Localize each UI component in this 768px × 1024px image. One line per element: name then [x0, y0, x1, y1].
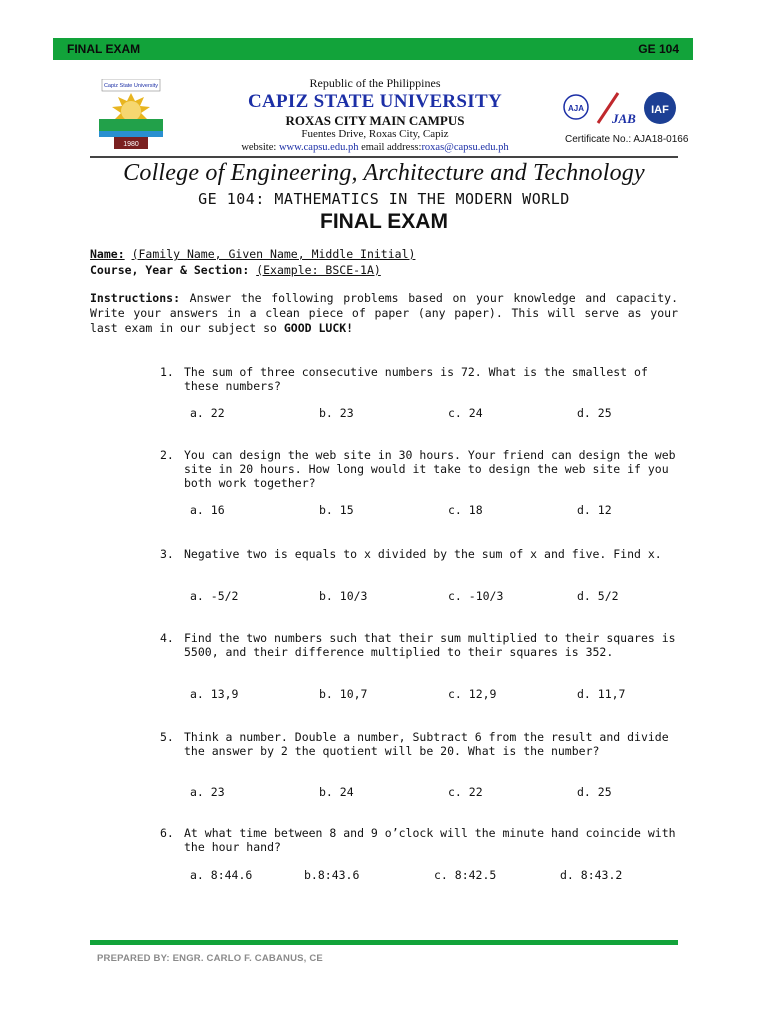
instructions-text: Answer the following problems based on your knowledge and capacity. Write your answers in a clean piece of paper (any paper). This will serve as your last exam in our subject so: [90, 291, 678, 335]
option-b: b. 15: [319, 503, 354, 517]
course-title: GE 104: MATHEMATICS IN THE MODERN WORLD: [198, 190, 570, 208]
instructions-label: Instructions:: [90, 291, 181, 305]
section-field: [90, 263, 381, 278]
question-4: [160, 631, 678, 659]
college-name: College of Engineering, Architecture and Technology: [123, 160, 645, 186]
question-text: The sum of three consecutive numbers is 72. What is the smallest of these numbers?: [184, 365, 648, 393]
option-a: a. 13,9: [190, 687, 239, 701]
option-a: a. -5/2: [190, 589, 239, 603]
name-field: [90, 247, 415, 262]
option-b: b. 10,7: [319, 687, 368, 701]
option-d: d. 8:43.2: [560, 868, 623, 882]
question-5: [160, 730, 678, 758]
option-c: c. 12,9: [448, 687, 497, 701]
option-a: a. 22: [190, 406, 225, 420]
option-d: d. 25: [577, 406, 612, 420]
question-1: [160, 365, 678, 393]
option-d: d. 12: [577, 503, 612, 517]
website-link[interactable]: www.capsu.edu.ph: [278, 142, 359, 153]
header-bar: [53, 38, 693, 60]
question-4-options: [190, 687, 660, 703]
option-b: b. 10/3: [319, 589, 368, 603]
option-d: d. 11,7: [577, 687, 626, 701]
question-number: 5.: [160, 730, 174, 744]
republic-line: Republic of the Philippines: [309, 76, 441, 90]
cert-mark-aja: AJA: [567, 104, 585, 113]
question-number: 2.: [160, 448, 174, 462]
logo-year: 1980: [123, 141, 139, 148]
option-c: c. 8:42.5: [434, 868, 497, 882]
email-label: email address:: [361, 142, 422, 153]
option-c: c. 22: [448, 785, 483, 799]
cert-mark-jab: JAB: [612, 111, 636, 126]
question-text: Find the two numbers such that their sum multiplied to their squares is 5500, and their difference multiplied to their squares is 352.: [184, 631, 676, 659]
question-2: [160, 448, 678, 490]
option-c: c. 18: [448, 503, 483, 517]
university-name: CAPIZ STATE UNIVERSITY: [247, 91, 502, 112]
question-number: 4.: [160, 631, 174, 645]
contact-line: [190, 141, 560, 155]
question-3-options: [190, 589, 660, 605]
option-d: d. 5/2: [577, 589, 619, 603]
section-label: Course, Year & Section:: [90, 263, 250, 277]
option-b: b. 24: [319, 785, 354, 799]
good-luck: GOOD LUCK!: [283, 321, 354, 335]
option-a: a. 16: [190, 503, 225, 517]
prepared-by: PREPARED BY: ENGR. CARLO F. CABANUS, CE: [97, 953, 323, 964]
question-6-options: [190, 868, 660, 884]
campus-name: ROXAS CITY MAIN CAMPUS: [285, 113, 465, 128]
question-text: You can design the web site in 30 hours. Your friend can design the web site in 20 hours. How long would it take to design the web site if you both work together?: [184, 448, 676, 490]
footer-divider: [90, 940, 678, 945]
option-c: c. 24: [448, 406, 483, 420]
option-b: b.8:43.6: [304, 868, 360, 882]
question-text: Negative two is equals to x divided by the sum of x and five. Find x.: [184, 547, 662, 561]
question-number: 6.: [160, 826, 174, 840]
logo-text: Capiz State University: [103, 83, 159, 89]
question-1-options: [190, 406, 660, 422]
email-link[interactable]: roxas@capsu.edu.ph: [421, 142, 509, 153]
university-logo: [92, 79, 170, 151]
website-label: website:: [241, 142, 277, 153]
option-a: a. 8:44.6: [190, 868, 253, 882]
instructions: [90, 291, 678, 336]
question-text: Think a number. Double a number, Subtract 6 from the result and divide the answer by 2 the quotient will be 20. What is the number?: [184, 730, 669, 758]
question-number: 3.: [160, 547, 174, 561]
name-label: Name:: [90, 247, 125, 261]
option-b: b. 23: [319, 406, 354, 420]
question-text: At what time between 8 and 9 o’clock will the minute hand coincide with the hour hand?: [184, 826, 676, 854]
cert-mark-iaf: IAF: [651, 104, 669, 116]
exam-title: FINAL EXAM: [320, 210, 448, 233]
name-hint: (Family Name, Given Name, Middle Initial): [131, 247, 416, 261]
certificate-number: Certificate No.: AJA18-0166: [565, 134, 689, 145]
question-3: [160, 547, 678, 561]
question-2-options: [190, 503, 660, 519]
campus-address: Fuentes Drive, Roxas City, Capiz: [301, 128, 449, 140]
header-left-label: FINAL EXAM: [67, 42, 141, 56]
header-right-label: GE 104: [638, 42, 679, 56]
option-d: d. 25: [577, 785, 612, 799]
question-number: 1.: [160, 365, 174, 379]
question-6: [160, 826, 678, 854]
section-hint: (Example: BSCE-1A): [256, 263, 381, 277]
option-c: c. -10/3: [448, 589, 504, 603]
option-a: a. 23: [190, 785, 225, 799]
question-5-options: [190, 785, 660, 801]
letterhead: [190, 76, 560, 155]
